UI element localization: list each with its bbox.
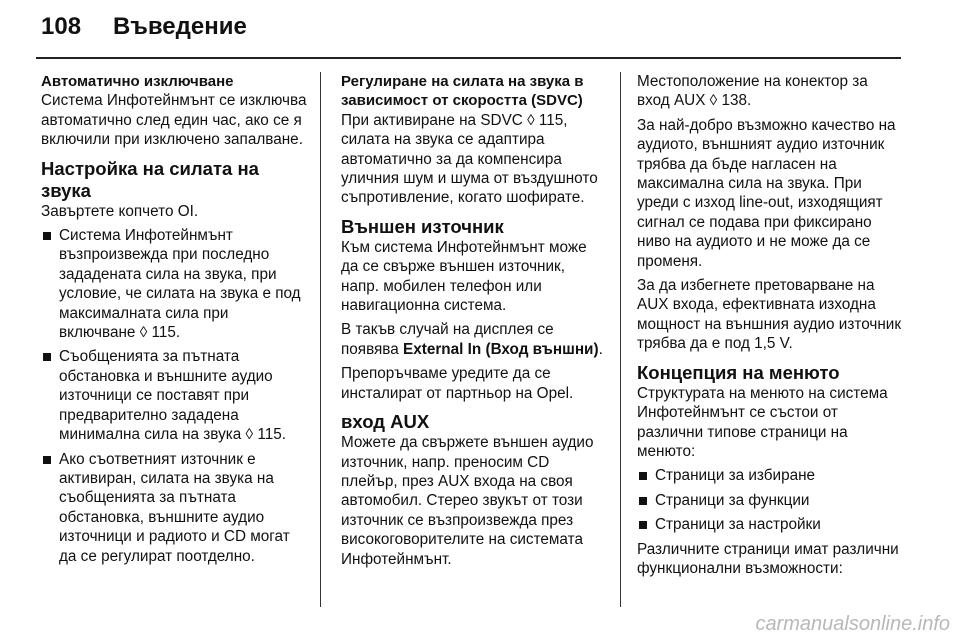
display-message: External In (Вход външни) (403, 340, 599, 358)
list-item: Система Инфотейнмънт възпроизвежда при последно зададената сила на звука, при условие, че силата на звука е под максималната сила при включване ◊ 115. (41, 226, 307, 342)
list-item: Страници за избиране (637, 466, 903, 485)
bullet-icon (43, 353, 51, 361)
aux-location-paragraph: Местоположение на конектор за вход AUX ◊ 138. (637, 73, 868, 110)
list-item: Ако съответният източник е активиран, силата на звука на съобщенията за пътната обстановка, външните аудио източници и радиото и CD могат да се регулират поотделно. (41, 450, 307, 566)
bullet-icon (639, 521, 647, 529)
install-paragraph: Препоръчваме уредите да се инсталират от партньор на Opel. (341, 365, 574, 402)
page-title: Въведение (113, 13, 247, 40)
volume-heading: Настройка на силата на звука (41, 157, 259, 201)
aux-quality-paragraph: За най-добро възможно качество на аудиото, външният аудио източник трябва да бъде нагласен на максимална сила на звука. При уреди с изход line-out, изходящият сигнал се подава при фиксирано ниво на аудиото и не може да се променя. (637, 116, 896, 270)
header-rule (36, 57, 901, 59)
sdvc-heading: Регулиране на силата на звука в зависимост от скоростта (SDVC) (341, 73, 584, 110)
bullet-icon (43, 456, 51, 464)
column-divider (620, 72, 621, 607)
bullet-icon (43, 232, 51, 240)
auto-off-heading: Автоматично изключване (41, 73, 234, 90)
bullet-icon (639, 472, 647, 480)
menu-outro-paragraph: Различните страници имат различни функционални възможности: (637, 540, 899, 577)
page-number: 108 (41, 13, 82, 40)
menu-concept-paragraph: Структурата на менюто на система Инфотейнмънт се състои от различни типове страници на менюто: (637, 384, 888, 460)
column-2 (341, 72, 607, 574)
external-source-heading: Външен източник (341, 215, 504, 237)
page-header (41, 13, 247, 53)
sdvc-paragraph: При активиране на SDVC ◊ 115, силата на звука се адаптира автоматично за да компенсира уличния шум и шума от въздушното съпротивление, когато шофирате. (341, 111, 598, 207)
column-divider (320, 72, 321, 607)
external-source-paragraph: Към система Инфотейнмънт може да се свърже външен източник, напр. мобилен телефон или навигационна система. (341, 238, 587, 315)
volume-intro: Завъртете копчето OI. (41, 202, 199, 220)
list-item: Страници за настройки (637, 515, 903, 534)
external-display-paragraph: В такъв случай на дисплея се появява External In (Вход външни). (341, 321, 603, 358)
list-item: Страници за функции (637, 491, 903, 510)
aux-paragraph: Можете да свържете външен аудио източник, напр. преносим CD плейър, през AUX входа на своя автомобил. Стерео звукът от този източник се възпроизвежда през високоговорителите на системата Инфотейнмънт. (341, 434, 594, 568)
list-item: Съобщенията за пътната обстановка и външните аудио източници се поставят при предварително зададена минимална сила на звука ◊ 115. (41, 347, 307, 444)
menu-concept-heading: Концепция на менюто (637, 361, 840, 383)
auto-off-paragraph: Система Инфотейнмънт се изключва автоматично след един час, ако се я включили при изключено запалване. (41, 92, 307, 149)
column-3 (637, 72, 903, 583)
watermark: carmanualsonline.info (755, 613, 950, 635)
bullet-icon (639, 497, 647, 505)
column-1 (41, 72, 307, 571)
aux-overload-paragraph: За да избегнете претоварване на AUX входа, ефективната изходна мощност на външния аудио източник трябва да е под 1,5 V. (637, 277, 902, 353)
aux-heading: вход AUX (341, 411, 430, 433)
